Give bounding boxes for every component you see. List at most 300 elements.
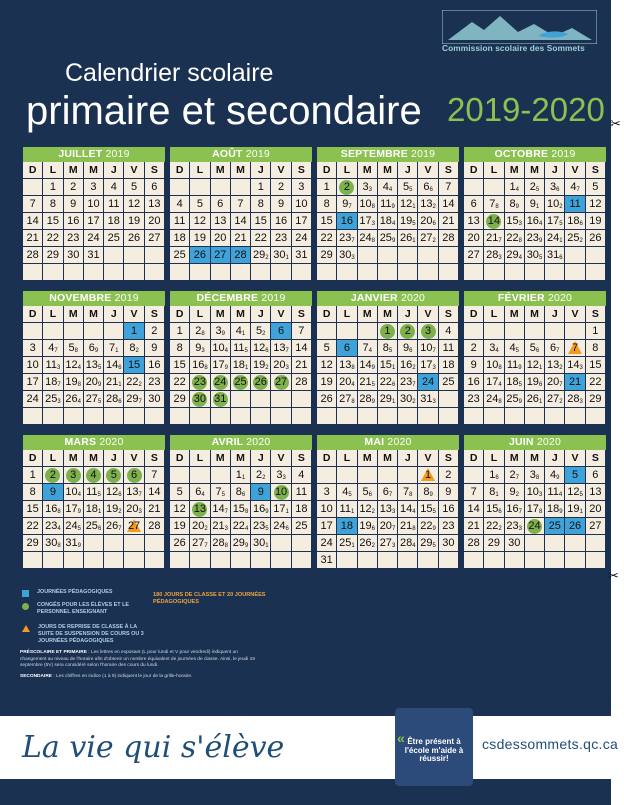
day-number: 15 — [46, 215, 60, 227]
day-cell — [418, 467, 438, 484]
day-number: 27 — [546, 393, 560, 405]
day-cell — [586, 230, 606, 247]
day-number: 19 — [65, 376, 78, 388]
weekday-header: J — [398, 306, 418, 323]
day-cell — [271, 391, 291, 408]
day-cell — [565, 535, 585, 552]
month-header — [464, 147, 606, 162]
schedule-day-index: 6 — [241, 492, 246, 498]
day-cell — [545, 408, 565, 425]
schedule-day-index: 9 — [432, 526, 436, 532]
day-cell — [505, 357, 525, 374]
day-number: 3 — [215, 325, 222, 337]
schedule-day-index: 9 — [221, 331, 225, 337]
day-cell — [292, 230, 312, 247]
day-number: 8 — [592, 342, 599, 354]
schedule-day-index: 9 — [515, 204, 519, 210]
schedule-day-index: 9 — [559, 509, 563, 515]
day-number: 7 — [403, 486, 410, 498]
day-number: 18 — [173, 232, 186, 244]
day-number: 5 — [572, 469, 579, 481]
day-number: 23 — [526, 232, 539, 244]
day-cell — [505, 179, 525, 196]
day-number: 18 — [506, 376, 519, 388]
day-number: 17 — [526, 503, 539, 515]
day-cell — [505, 213, 525, 230]
month-9 — [170, 435, 312, 569]
month-year: 2020 — [536, 436, 562, 448]
day-number: 5 — [176, 486, 183, 498]
day-number: 30 — [508, 537, 521, 549]
schedule-day-index: 2 — [135, 348, 139, 354]
green-circle-icon — [22, 603, 29, 610]
day-number: 24 — [295, 232, 308, 244]
month-year: 2019 — [114, 292, 139, 304]
day-cell — [418, 340, 438, 357]
day-number: 3 — [550, 181, 557, 193]
day-cell — [545, 518, 565, 535]
day-number: 29 — [487, 537, 501, 549]
day-number: 4 — [235, 325, 242, 337]
day-cell — [292, 357, 312, 374]
day-number: 21 — [568, 376, 582, 388]
day-number: 17 — [295, 215, 308, 227]
day-number: 10 — [486, 359, 499, 371]
day-number: 24 — [486, 393, 499, 405]
day-cell — [145, 230, 165, 247]
day-cell — [23, 179, 43, 196]
weekday-header: S — [292, 450, 312, 467]
day-cell — [525, 323, 545, 340]
day-cell — [545, 323, 565, 340]
website-link[interactable]: csdessommets.qc.ca — [482, 736, 619, 752]
day-cell — [484, 179, 504, 196]
day-number: 12 — [173, 503, 186, 515]
schedule-day-index: 5 — [348, 492, 352, 498]
day-number: 10 — [359, 198, 372, 210]
day-cell — [231, 391, 251, 408]
day-cell — [337, 179, 357, 196]
day-number: 29 — [126, 393, 139, 405]
weekday-header: M — [84, 450, 104, 467]
day-cell — [358, 213, 378, 230]
day-number: 12 — [399, 198, 413, 210]
day-cell — [292, 552, 312, 569]
day-cell — [439, 230, 459, 247]
day-cell — [418, 408, 438, 425]
weekday-header: V — [124, 306, 144, 323]
weekday-header: S — [586, 450, 606, 467]
day-number: 26 — [65, 393, 78, 405]
day-number: 11 — [380, 198, 392, 210]
day-cell — [358, 518, 378, 535]
schedule-day-index: 3 — [579, 399, 583, 405]
org-logo — [442, 10, 597, 58]
schedule-day-index: 5 — [77, 526, 81, 532]
day-number: 24 — [273, 520, 286, 532]
day-cell — [505, 467, 525, 484]
day-cell — [231, 357, 251, 374]
day-number: 11 — [86, 486, 98, 498]
day-number: 18 — [546, 503, 560, 515]
day-cell — [190, 467, 210, 484]
day-cell — [439, 196, 459, 213]
day-number: 22 — [379, 376, 392, 388]
green-circle-icon — [192, 375, 207, 390]
day-cell — [358, 552, 378, 569]
day-number: 14 — [567, 359, 580, 371]
day-number: 26 — [526, 393, 539, 405]
day-cell — [439, 213, 459, 230]
day-number: 14 — [295, 342, 308, 354]
weekday-header: D — [317, 162, 337, 179]
day-number: 8 — [489, 486, 496, 498]
day-number: 3 — [276, 469, 283, 481]
day-cell — [317, 374, 337, 391]
day-cell — [484, 213, 504, 230]
day-cell — [358, 340, 378, 357]
day-cell — [145, 247, 165, 264]
schedule-day-index: 1 — [391, 365, 396, 371]
schedule-day-index: 2 — [412, 365, 416, 371]
schedule-day-index: 9 — [97, 382, 102, 388]
day-cell — [439, 518, 459, 535]
day-number: 22 — [46, 232, 60, 244]
day-number: 15 — [320, 215, 333, 227]
day-number: 26 — [193, 249, 207, 261]
day-number: 2 — [470, 342, 477, 354]
day-number: 2 — [70, 181, 77, 193]
day-cell — [211, 552, 231, 569]
month-year: 2020 — [99, 436, 124, 448]
day-cell — [464, 391, 484, 408]
day-cell — [464, 535, 484, 552]
month-grid — [170, 450, 312, 569]
day-cell — [398, 264, 418, 281]
day-cell — [439, 340, 459, 357]
day-cell — [525, 179, 545, 196]
schedule-day-index: 2 — [412, 399, 416, 405]
day-number: 25 — [107, 232, 120, 244]
schedule-day-index: 2 — [118, 509, 122, 515]
green-circle-icon — [253, 375, 268, 390]
day-cell — [545, 196, 565, 213]
schedule-day-index: 3 — [518, 526, 522, 532]
weekday-header: J — [104, 306, 124, 323]
day-number: 30 — [45, 537, 58, 549]
weekday-header: S — [292, 306, 312, 323]
day-cell — [545, 552, 565, 569]
month-1 — [170, 147, 312, 281]
weekday-header: L — [337, 306, 357, 323]
day-number: 4 — [176, 198, 183, 210]
day-cell — [398, 213, 418, 230]
day-number: 4 — [382, 181, 389, 193]
day-cell — [545, 213, 565, 230]
day-number: 22 — [506, 232, 519, 244]
schedule-day-index: 4 — [388, 187, 393, 193]
schedule-day-index: 3 — [432, 399, 436, 405]
day-number: 5 — [529, 342, 536, 354]
day-cell — [43, 374, 63, 391]
day-number: 9 — [529, 198, 536, 210]
day-cell — [418, 484, 438, 501]
day-cell — [231, 501, 251, 518]
day-cell — [170, 230, 190, 247]
day-cell — [64, 408, 84, 425]
green-circle-icon — [527, 519, 542, 534]
month-name: FÉVRIER — [497, 292, 545, 304]
day-cell — [317, 196, 337, 213]
day-cell — [271, 501, 291, 518]
day-cell — [337, 518, 357, 535]
green-circle-icon — [213, 375, 228, 390]
day-cell — [292, 518, 312, 535]
day-number: 14 — [399, 503, 413, 515]
day-cell — [545, 535, 565, 552]
schedule-day-index: 9 — [265, 509, 269, 515]
schedule-day-index: 6 — [391, 382, 396, 388]
weekday-header: V — [271, 450, 291, 467]
day-cell — [418, 179, 438, 196]
day-cell — [124, 340, 144, 357]
day-cell — [378, 374, 398, 391]
day-cell — [292, 391, 312, 408]
day-number: 22 — [254, 232, 267, 244]
day-number: 25 — [379, 232, 392, 244]
day-cell — [190, 484, 210, 501]
day-number: 7 — [109, 342, 116, 354]
day-cell — [464, 179, 484, 196]
schedule-day-index: 3 — [432, 365, 436, 371]
day-number: 23 — [399, 376, 413, 388]
day-cell — [170, 535, 190, 552]
weekday-header: V — [565, 450, 585, 467]
legend-label: CONGÉS POUR LES ÉLÈVES ET LE PERSONNEL ENSEIGNANT — [37, 602, 129, 615]
day-number: 13 — [467, 215, 480, 227]
schedule-day-index: 5 — [535, 187, 540, 193]
schedule-day-index: 1 — [412, 204, 416, 210]
day-cell — [337, 213, 357, 230]
day-cell — [271, 323, 291, 340]
day-number: 21 — [359, 376, 372, 388]
schedule-day-index: 3 — [351, 255, 355, 261]
day-number: 25 — [548, 520, 561, 532]
day-number: 31 — [420, 393, 433, 405]
day-number: 2 — [195, 325, 202, 337]
day-number: 9 — [195, 342, 202, 354]
weekday-header: M — [505, 450, 525, 467]
day-cell — [378, 179, 398, 196]
day-cell — [104, 323, 124, 340]
schedule-day-index: 7 — [351, 238, 355, 244]
day-number: 8 — [509, 198, 516, 210]
day-cell — [484, 247, 504, 264]
green-circle-icon — [486, 214, 501, 229]
day-cell — [211, 340, 231, 357]
day-cell — [418, 552, 438, 569]
day-number: 29 — [379, 393, 392, 405]
day-number: 7 — [489, 198, 496, 210]
day-cell — [398, 196, 418, 213]
day-cell — [586, 323, 606, 340]
day-number: 29 — [232, 537, 245, 549]
month-name: JANVIER — [350, 292, 398, 304]
day-number: 17 — [359, 215, 372, 227]
day-cell — [104, 196, 124, 213]
day-cell — [84, 213, 104, 230]
days-total: 180 JOURS DE CLASSE ET 20 JOURNÉES PÉDAGOGIQUES — [153, 592, 266, 605]
weekday-header: M — [231, 306, 251, 323]
day-number: 2 — [529, 181, 536, 193]
day-number: 3 — [90, 181, 97, 193]
day-cell — [43, 323, 63, 340]
day-number: 6 — [131, 469, 138, 481]
day-number: 17 — [320, 520, 333, 532]
schedule-day-index: 3 — [201, 348, 205, 354]
day-cell — [84, 501, 104, 518]
note-primary-label: PRÉSCOLAIRE ET PRIMAIRE — [20, 650, 87, 655]
schedule-day-index: 1 — [241, 475, 246, 481]
day-cell — [190, 357, 210, 374]
day-cell — [124, 552, 144, 569]
schedule-day-index: 5 — [559, 221, 563, 227]
day-number: 7 — [362, 342, 369, 354]
day-cell — [170, 213, 190, 230]
day-cell — [337, 552, 357, 569]
day-number: 3 — [323, 486, 330, 498]
day-cell — [418, 230, 438, 247]
day-number: 8 — [49, 198, 56, 210]
day-cell — [317, 484, 337, 501]
day-number: 24 — [528, 520, 541, 532]
schedule-day-index: 7 — [559, 382, 563, 388]
day-cell — [231, 264, 251, 281]
schedule-day-index: 6 — [368, 492, 372, 498]
day-cell — [586, 264, 606, 281]
day-cell — [271, 196, 291, 213]
day-cell — [292, 323, 312, 340]
weekday-header: M — [525, 450, 545, 467]
day-number: 6 — [470, 198, 477, 210]
green-circle-icon — [421, 324, 436, 339]
day-cell — [64, 484, 84, 501]
schedule-day-index: 9 — [538, 238, 543, 244]
day-number: 10 — [420, 342, 433, 354]
day-number: 15 — [232, 503, 245, 515]
schedule-day-index: 5 — [432, 543, 436, 549]
day-number: 10 — [87, 198, 100, 210]
day-number: 13 — [148, 198, 161, 210]
day-number: 28 — [295, 376, 308, 388]
day-number: 9 — [403, 342, 410, 354]
day-number: 16 — [340, 215, 354, 227]
schedule-day-index: 1 — [241, 331, 246, 337]
day-cell — [525, 501, 545, 518]
day-number: 7 — [29, 198, 36, 210]
schedule-day-index: 5 — [97, 399, 102, 405]
day-cell — [484, 196, 504, 213]
day-cell — [398, 357, 418, 374]
green-circle-icon — [380, 324, 395, 339]
schedule-day-index: 2 — [265, 365, 269, 371]
day-cell — [545, 179, 565, 196]
day-number: 18 — [567, 215, 580, 227]
day-cell — [231, 230, 251, 247]
day-number: 25 — [173, 249, 186, 261]
day-number: 19 — [589, 215, 602, 227]
day-cell — [64, 196, 84, 213]
day-number: 7 — [215, 486, 222, 498]
day-cell — [84, 340, 104, 357]
schedule-day-index: 6 — [285, 526, 289, 532]
day-number: 23 — [339, 232, 352, 244]
weekday-header: V — [418, 450, 438, 467]
day-cell — [525, 518, 545, 535]
day-number: 2 — [278, 181, 285, 193]
day-cell — [464, 467, 484, 484]
day-cell — [271, 213, 291, 230]
day-cell — [565, 264, 585, 281]
day-number: 29 — [320, 249, 333, 261]
day-cell — [418, 247, 438, 264]
day-cell — [484, 408, 504, 425]
day-cell — [378, 552, 398, 569]
day-number: 18 — [295, 503, 308, 515]
day-cell — [64, 323, 84, 340]
day-cell — [439, 467, 459, 484]
day-number: 29 — [420, 537, 433, 549]
schedule-day-index: 8 — [57, 509, 61, 515]
day-number: 9 — [151, 342, 158, 354]
day-cell — [398, 179, 418, 196]
day-cell — [231, 340, 251, 357]
day-cell — [545, 391, 565, 408]
day-number: 8 — [176, 342, 183, 354]
day-cell — [484, 230, 504, 247]
day-cell — [464, 213, 484, 230]
green-circle-icon — [192, 502, 207, 517]
day-cell — [439, 501, 459, 518]
day-cell — [84, 323, 104, 340]
schedule-day-index: 8 — [538, 509, 543, 515]
slogan: La vie qui s'élève — [22, 730, 285, 765]
weekday-header: L — [43, 162, 63, 179]
day-number: 15 — [506, 215, 519, 227]
day-number: 1 — [489, 469, 496, 481]
day-cell — [124, 264, 144, 281]
month-grid — [23, 450, 165, 569]
day-cell — [484, 357, 504, 374]
day-number: 3 — [489, 342, 496, 354]
day-cell — [190, 264, 210, 281]
day-cell — [358, 230, 378, 247]
day-cell — [484, 340, 504, 357]
day-number: 19 — [526, 376, 539, 388]
day-number: 17 — [273, 503, 286, 515]
day-cell — [43, 196, 63, 213]
day-number: 20 — [546, 376, 560, 388]
day-cell — [525, 247, 545, 264]
day-cell — [23, 501, 43, 518]
weekday-header: L — [43, 306, 63, 323]
day-number: 9 — [70, 198, 77, 210]
schedule-day-index: 7 — [138, 399, 142, 405]
schedule-day-index: 8 — [409, 492, 413, 498]
day-cell — [145, 179, 165, 196]
day-cell — [43, 408, 63, 425]
day-number: 18 — [379, 215, 392, 227]
